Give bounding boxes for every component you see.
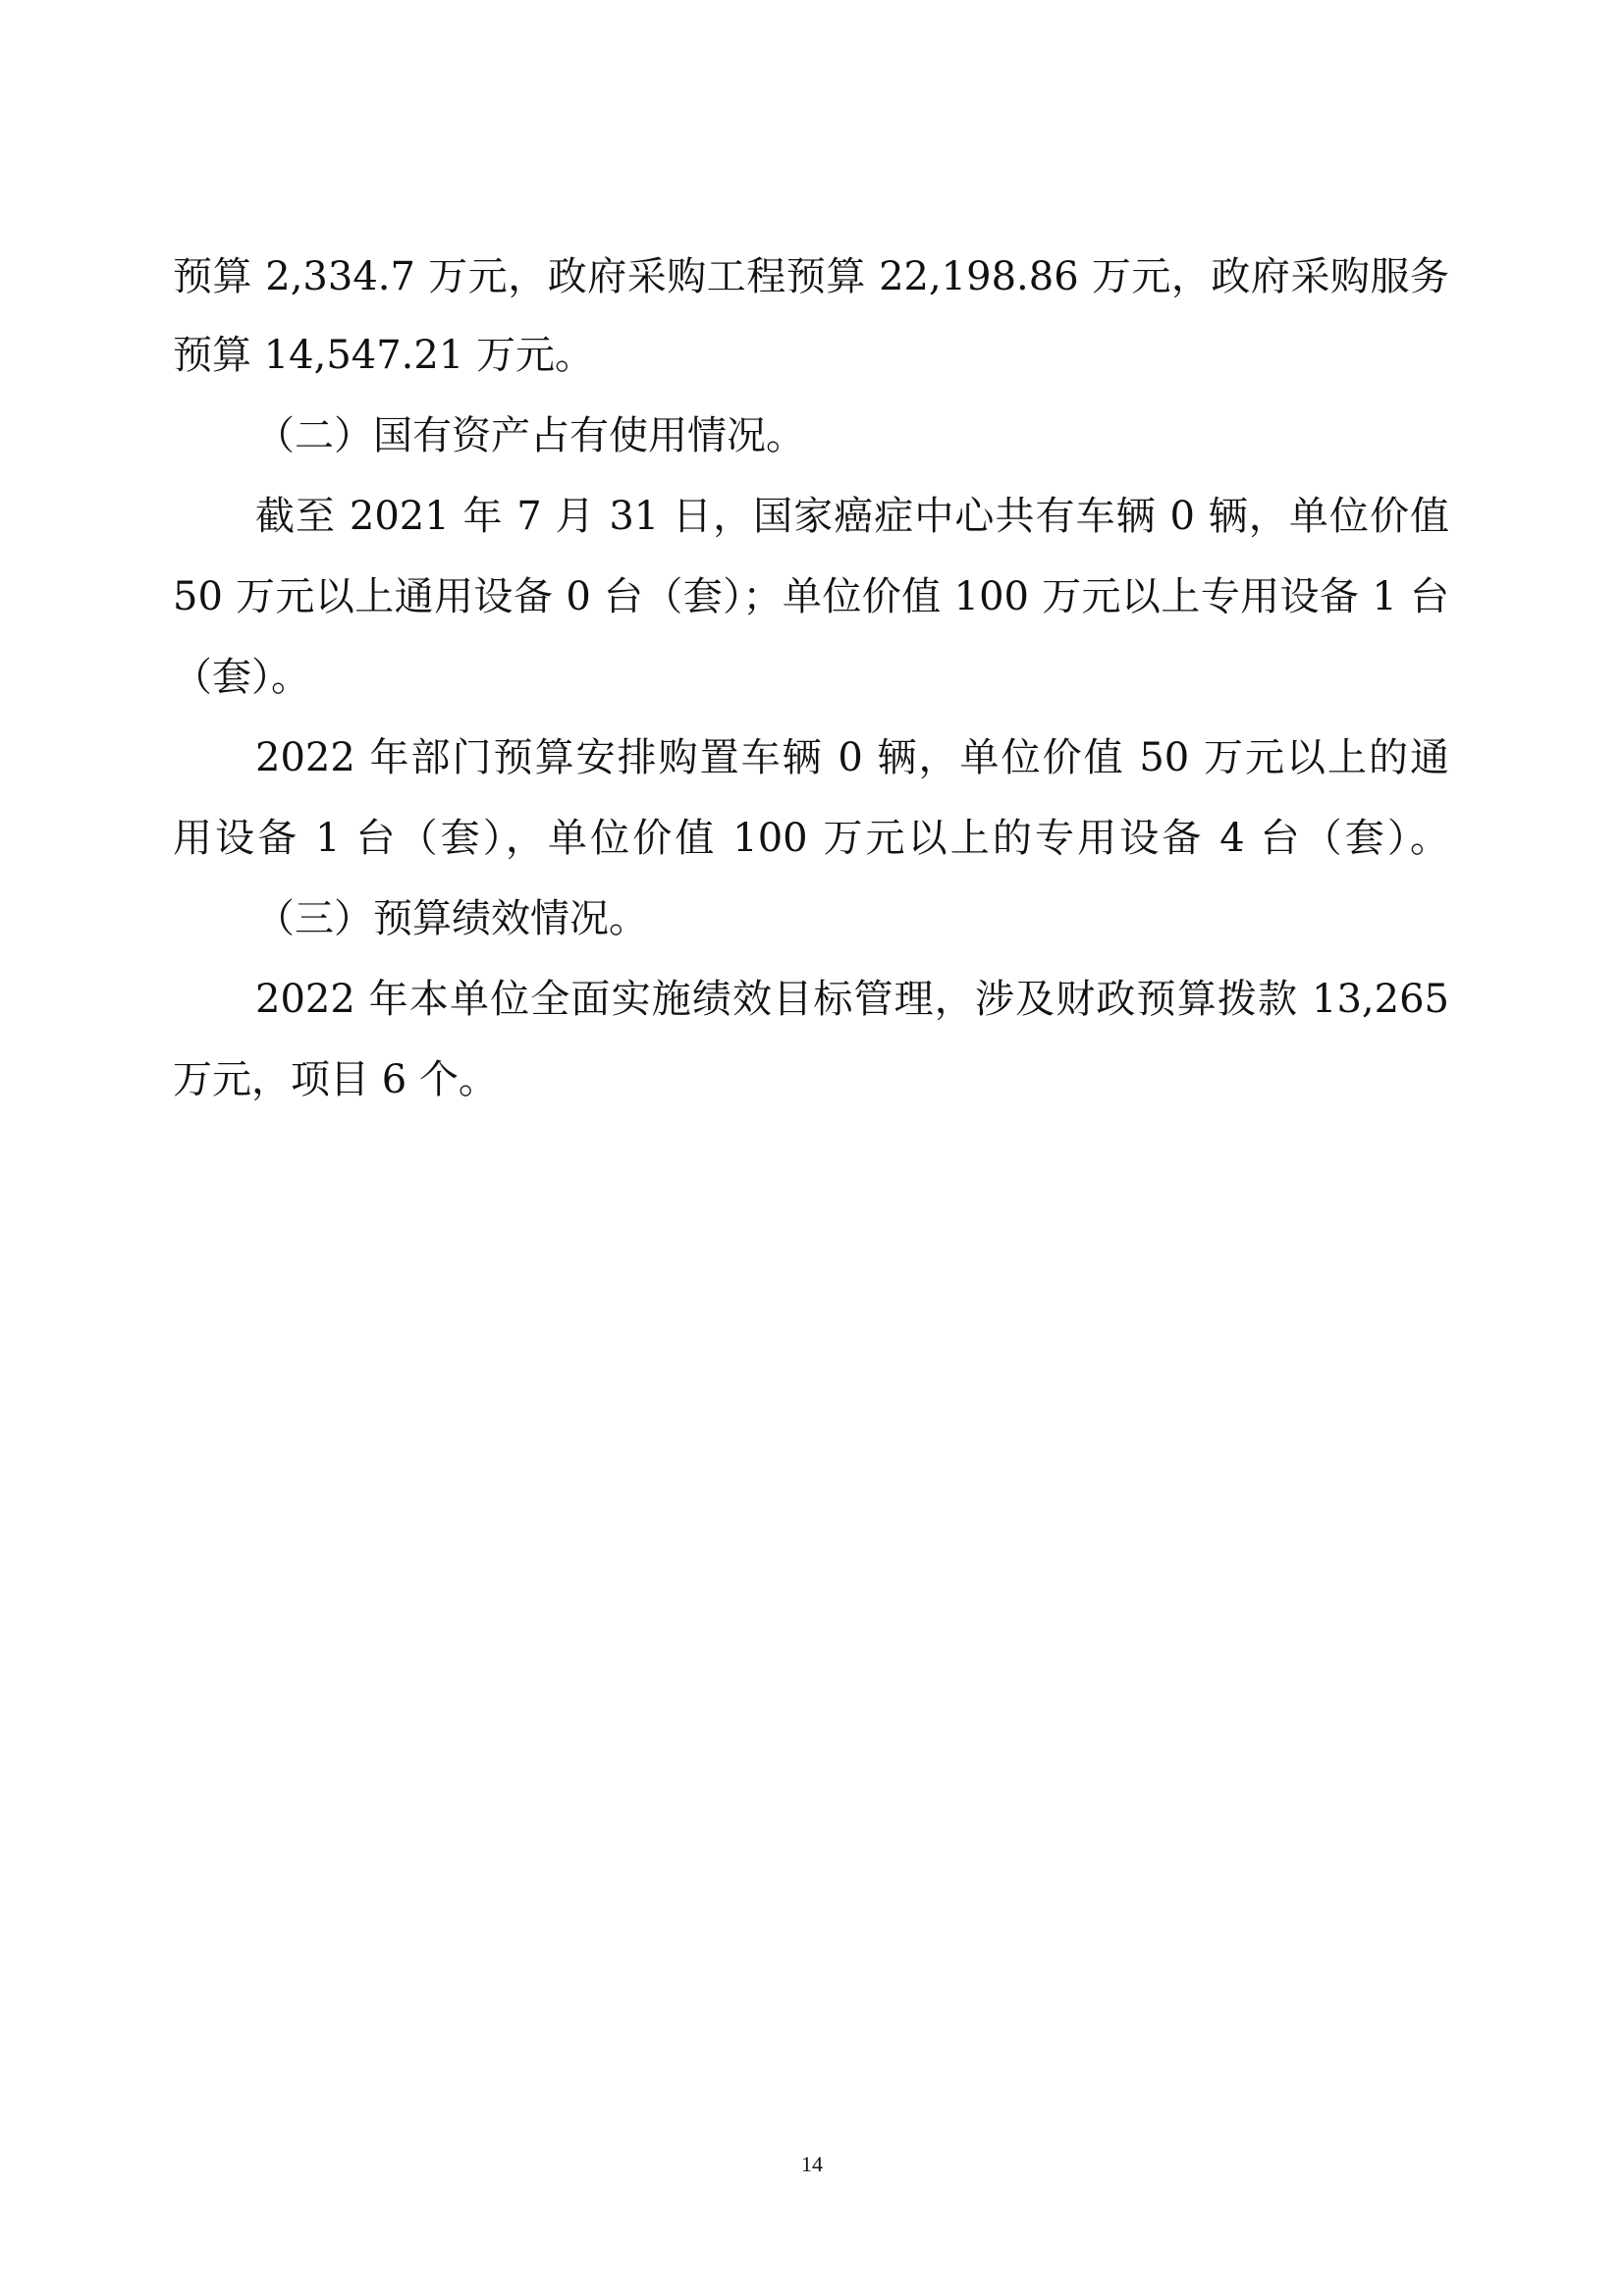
paragraph-line: 截至 2021 年 7 月 31 日，国家癌症中心共有车辆 0 辆，单位价值	[255, 494, 1449, 539]
paragraph-line: 2022 年部门预算安排购置车辆 0 辆，单位价值 50 万元以上的通	[255, 735, 1449, 780]
paragraph-line: 万元，项目 6 个。	[173, 1057, 498, 1102]
page-number: 14	[801, 2152, 823, 2176]
paragraph-line: 50 万元以上通用设备 0 台（套）；单位价值 100 万元以上专用设备 1 台	[173, 574, 1449, 619]
paragraph-line: 预算 2,334.7 万元，政府采购工程预算 22,198.86 万元，政府采购服务	[173, 254, 1449, 299]
paragraph-line: 2022 年本单位全面实施绩效目标管理，涉及财政预算拨款 13,265	[255, 977, 1449, 1022]
paragraph-line: （套）。	[173, 655, 310, 700]
section-heading: （二）国有资产占有使用情况。	[255, 413, 805, 458]
section-heading: （三）预算绩效情况。	[255, 896, 648, 941]
paragraph-line: 预算 14,547.21 万元。	[173, 333, 595, 378]
paragraph-line: 用设备 1 台（套），单位价值 100 万元以上的专用设备 4 台（套）。	[173, 816, 1449, 861]
